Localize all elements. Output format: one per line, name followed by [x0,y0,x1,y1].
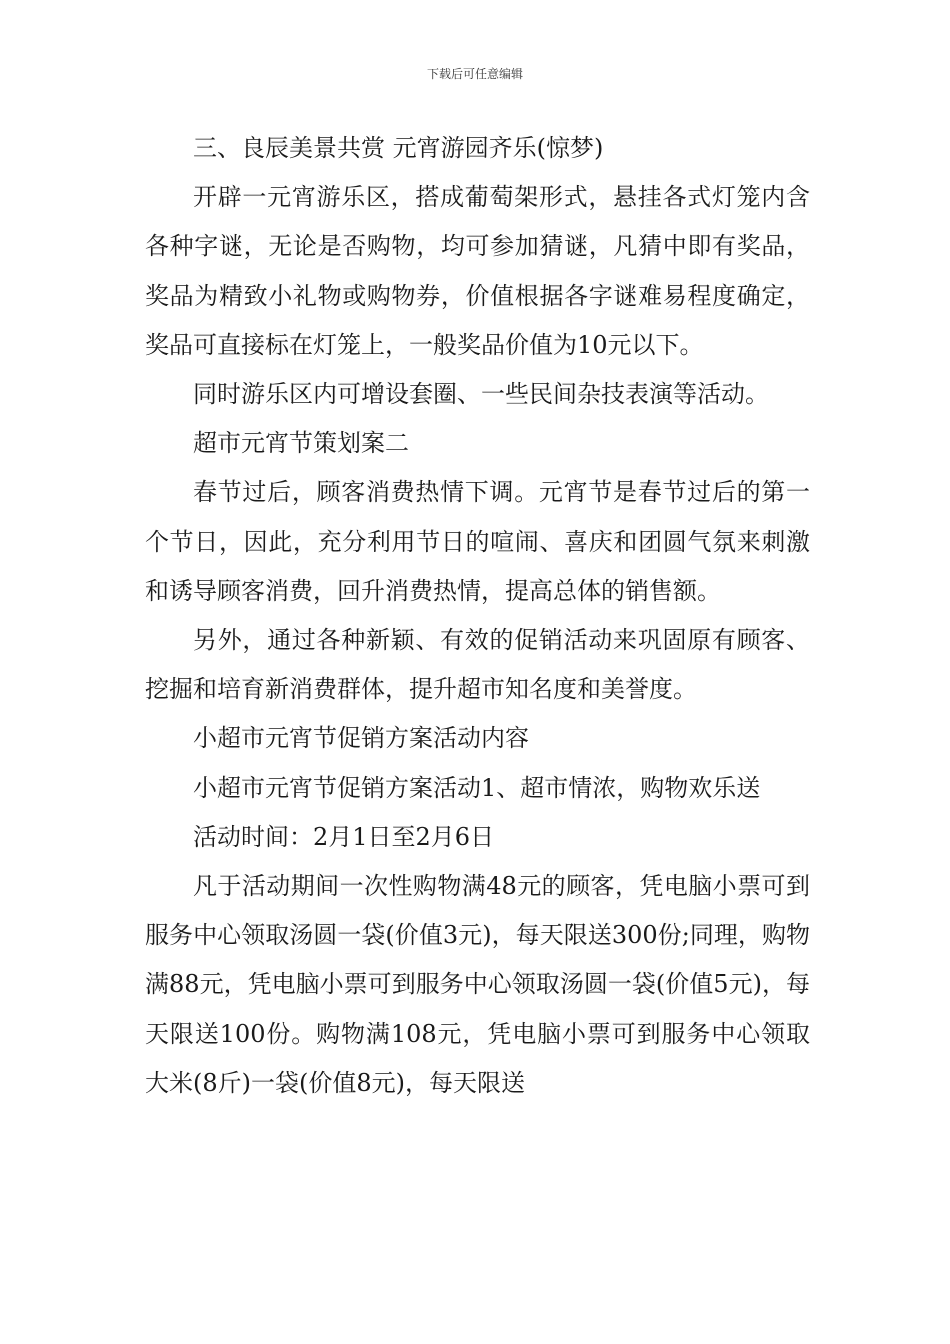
activity-one-title: 小超市元宵节促销方案活动1、超市情浓，购物欢乐送 [193,773,761,802]
page-header-note: 下载后可任意编辑 [426,67,523,81]
section-heading-lantern-garden: 三、良辰美景共赏 元宵游园齐乐(惊梦) [193,134,604,162]
paragraph-background: 春节过后，顾客消费热情下调。元宵节是春节过后的第一个节日，因此，充分利用节日的喧闹、喜庆和团圆气氛来刺激和诱导顾客消费，回升消费热情，提高总体的销售额。 [145,478,810,605]
paragraph-extra-activities: 同时游乐区内可增设套圈、一些民间杂技表演等活动。 [193,380,769,409]
activity-time: 活动时间：2月1日至2月6日 [193,822,495,851]
paragraph-lantern-riddles: 开辟一元宵游乐区，搭成葡萄架形式，悬挂各式灯笼内含各种字谜，无论是否购物，均可参加猜谜，凡猜中即有奖品，奖品为精致小礼物或购物券，价值根据各字谜难易程度确定，奖品可直接标在灯笼上，一般奖品价值为10元以下。 [145,183,810,359]
section-heading-activity-content: 小超市元宵节促销方案活动内容 [193,724,529,753]
paragraph-gift-rules: 凡于活动期间一次性购物满48元的顾客，凭电脑小票可到服务中心领取汤圆一袋(价值3元)，每天限送300份;同理，购物满88元，凭电脑小票可到服务中心领取汤圆一袋(价值5元)，每天限送100份。购物满108元，凭电脑小票可到服务中心领取大米(8斤)一袋(价值8元)，每天限送 [145,872,810,1097]
section-heading-plan-two: 超市元宵节策划案二 [193,429,409,458]
paragraph-goals: 另外，通过各种新颖、有效的促销活动来巩固原有顾客、挖掘和培育新消费群体，提升超市知名度和美誉度。 [145,626,810,704]
document-body [145,124,810,1108]
